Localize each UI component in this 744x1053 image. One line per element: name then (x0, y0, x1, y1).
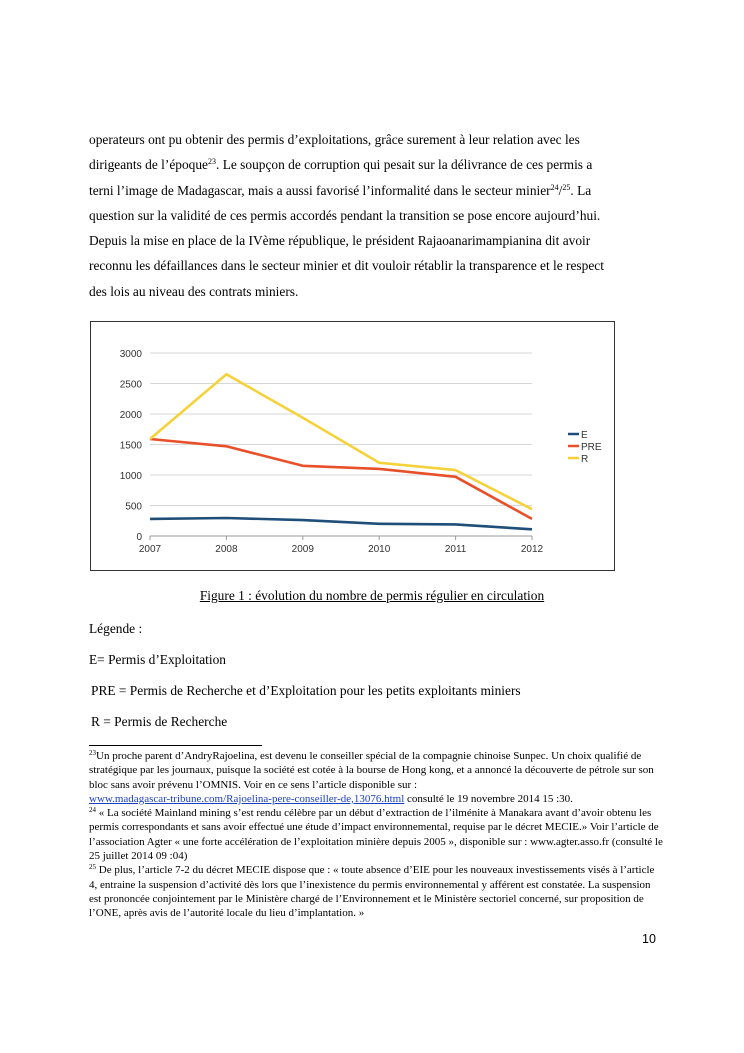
line-chart (90, 321, 615, 571)
y-tick-label: 2500 (119, 379, 142, 391)
footnote-ref-24[interactable]: 24 (550, 182, 559, 192)
body-line: dirigeants de l’époque$^{23}$. Le soupçon de corruption qui pesait sur la délivrance de ces permis a (89, 157, 593, 173)
footnote-ref-23[interactable]: 23 (208, 157, 216, 167)
legend-label-pre: PRE (581, 442, 602, 453)
legend-r: R = Permis de Recherche (91, 714, 228, 729)
body-line: reconnu les défaillances dans le secteur minier et dit vouloir rétablir la transparence et le respect (89, 258, 604, 274)
legend-pre: PRE = Permis de Recherche et d’Exploitation pour les petits exploitants miniers (91, 683, 521, 698)
footnote-23: $^{23}$Un proche parent d’AndryRajoelina, est devenu le conseiller spécial de la compagnie chinoise Sunpec. Un choix qualifié de stratégique par les journaux, puisque la société est cotée à la bourse de Hong kong, et a annoncé la découverte de pétrole sur son bloc sans avoir prévenu l’OMNIS. Voir en ce sens l’article disponible sur : www.madagascar-tribune.com/Rajoelina-pere-conseiller-de,13076.html consulté le 19 novembre 2014 15 :30. (89, 749, 654, 805)
body-line: terni l’image de Madagascar, mais a aussi favorisé l’informalité dans le secteur minier$^{24}$/$^{25}$. La (89, 182, 592, 198)
chart-svg (91, 322, 614, 570)
x-tick-label: 2010 (368, 544, 391, 555)
x-tick-label: 2008 (215, 544, 238, 555)
body-line: operateurs ont pu obtenir des permis d’exploitations, grâce surement à leur relation avec les (89, 132, 580, 147)
y-tick-label: 3000 (119, 349, 142, 360)
page-number: 10 (642, 932, 656, 946)
series-line-e (150, 518, 532, 529)
footnote-separator (89, 745, 262, 746)
footnote-link[interactable]: www.madagascar-tribune.com/Rajoelina-pere-conseiller-de,13076.html (89, 792, 405, 805)
legend-heading: Légende : (89, 621, 143, 636)
y-tick-label: 2000 (119, 410, 142, 421)
footnote-24: $^{24}$ « La société Mainland mining s’est rendu célèbre par un début d’extraction de l’ilménite à Manakara avant d’avoir obtenu les permis correspondants et sans avoir effectué une étude d’impact environnemental, requise par le décret MECIE.» Voir l’article de l’association Agter « une forte accélération de l’exploitation minière depuis 2005 », disponible sur : www.agter.asso.fr (consulté le 25 juillet 2014 09 :04) (89, 806, 663, 863)
body-line: Depuis la mise en place de la IVème république, le président Rajaoanarimampianina dit avoir (89, 233, 591, 249)
x-tick-label: 2011 (444, 544, 467, 555)
y-tick-label: 0 (136, 532, 142, 543)
body-line: des lois au niveau des contrats miniers. (89, 283, 299, 299)
legend-e: E= Permis d’Exploitation (89, 652, 226, 667)
x-tick-label: 2012 (520, 544, 544, 555)
y-tick-label: 1000 (119, 471, 142, 482)
legend-label-e: E (581, 430, 588, 441)
footnote-ref-25[interactable]: 25 (562, 182, 571, 192)
figure-caption: Figure 1 : évolution du nombre de permis régulier en circulation (199, 588, 545, 603)
legend-label-r: R (581, 454, 589, 465)
footnote-25: $^{25}$ De plus, l’article 7-2 du décret MECIE dispose que : « toute absence d’EIE pour les nouveaux investissements visés à l’article 4, entraine la suspension d’activité dès lors que l’inexistence du permis environnemental y afférent est constatée. La suspension est prononcée conjointement par le Ministère chargé de l’Environnement et le Ministère sectoriel concerné, sur proposition de l’ONE, après avis de l’autorité locale du lieu d’implantation. » (89, 863, 655, 920)
body-paragraph (89, 127, 655, 304)
series-line-r (150, 374, 532, 509)
x-tick-label: 2009 (291, 544, 314, 555)
footnotes (89, 749, 664, 921)
y-tick-label: 1500 (119, 440, 142, 452)
body-line: question sur la validité de ces permis accordés pendant la transition se pose encore aujourd’hui. (89, 207, 601, 223)
y-tick-label: 500 (125, 501, 142, 513)
x-tick-label: 2007 (138, 544, 162, 555)
